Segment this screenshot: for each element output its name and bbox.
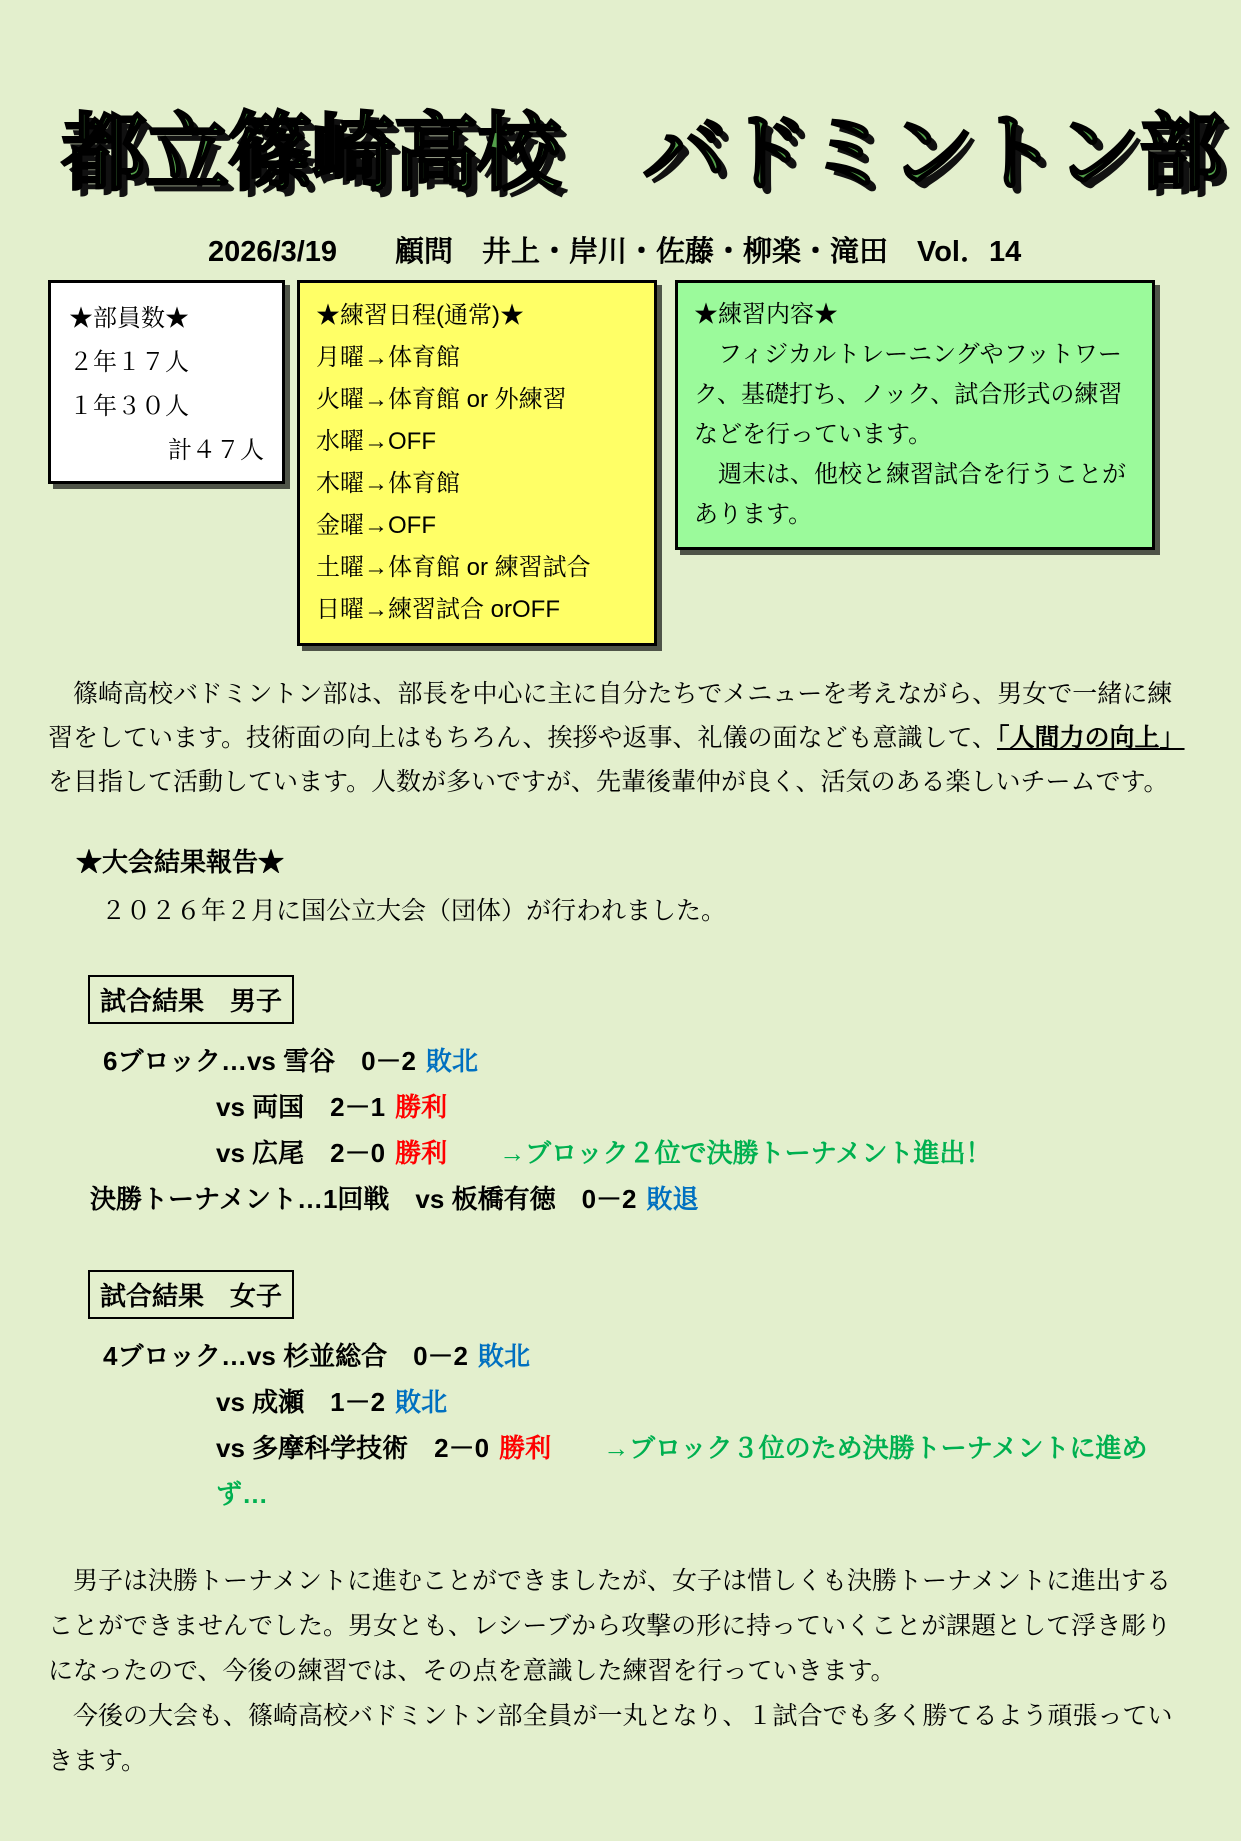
match-text: vs 成瀬 1－2 bbox=[216, 1387, 386, 1417]
match-row bbox=[216, 1084, 1193, 1130]
match-row bbox=[216, 1379, 1193, 1425]
closing-paragraph-2: 今後の大会も、篠崎高校バドミントン部全員が一丸となり、１試合でも多く勝てるよう頑張っていきます。 bbox=[48, 1702, 1173, 1775]
match-row bbox=[103, 1333, 1193, 1379]
match-text: vs 両国 2－1 bbox=[216, 1092, 386, 1122]
text-line: 日曜→練習試合 orOFF bbox=[316, 596, 560, 623]
intro-highlight: 「人間力の向上」 bbox=[997, 724, 1185, 752]
womens-match-list bbox=[48, 1333, 1193, 1517]
match-note: →ブロック２位で決勝トーナメント進出！ bbox=[499, 1138, 992, 1168]
match-text: 決勝トーナメント…1回戦 vs 板橋有徳 0－2 bbox=[90, 1184, 637, 1214]
match-text: 4ブロック…vs 杉並総合 0－2 bbox=[103, 1341, 469, 1371]
page-title: 都立篠崎高校 バドミントン部 bbox=[62, 106, 1223, 200]
match-row bbox=[216, 1130, 1193, 1176]
match-result: 敗退 bbox=[646, 1184, 699, 1214]
womens-results-label: 試合結果 女子 bbox=[88, 1270, 294, 1319]
text-line: 火曜→体育館 or 外練習 bbox=[316, 386, 567, 413]
schedule-lines bbox=[316, 337, 638, 631]
mens-results-label: 試合結果 男子 bbox=[88, 975, 294, 1024]
text-line: 土曜→体育館 or 練習試合 bbox=[316, 554, 591, 581]
text-line: 金曜→OFF bbox=[316, 512, 436, 539]
closing-paragraph-1: 男子は決勝トーナメントに進むことができましたが、女子は惜しくも決勝トーナメントに進出することができませんでした。男女とも、レシーブから攻撃の形に持っていくことが課題として浮き彫りになったので、今後の練習では、その点を意識した練習を行っていきます。 bbox=[48, 1567, 1172, 1685]
match-result: 敗北 bbox=[478, 1341, 531, 1371]
text-line: 木曜→体育館 bbox=[316, 470, 460, 497]
match-text: 6ブロック…vs 雪谷 0－2 bbox=[103, 1046, 417, 1076]
members-lines bbox=[69, 341, 264, 429]
match-result: 勝利 bbox=[395, 1138, 448, 1168]
text-line: 月曜→体育館 bbox=[316, 344, 460, 371]
intro-text-1: 篠崎高校バドミントン部は、部長を中心に主に自分たちでメニューを考えながら、男女で一緒に練習をしています。技術面の向上はもちろん、挨拶や返事、礼儀の面なども意識して、 bbox=[48, 680, 1173, 752]
text-line: １年３０人 bbox=[69, 393, 189, 420]
text-line: ２年１７人 bbox=[69, 349, 189, 376]
results-intro-line: ２０２６年２月に国公立大会（団体）が行われました。 bbox=[76, 897, 727, 925]
mens-match-list bbox=[48, 1038, 1193, 1222]
match-result: 勝利 bbox=[395, 1092, 448, 1122]
text-line: 週末は、他校と練習試合を行うことがあります。 bbox=[694, 461, 1126, 528]
club-intro-paragraph bbox=[48, 672, 1193, 804]
info-boxes-row bbox=[48, 280, 1193, 646]
match-text: vs 多摩科学技術 2－0 bbox=[216, 1433, 490, 1463]
intro-text-2: を目指して活動しています。人数が多いですが、先輩後輩仲が良く、活気のある楽しいチームです。 bbox=[48, 768, 1169, 796]
members-count-box bbox=[48, 280, 285, 484]
issue-info-line: 2026/3/19 顧問 井上・岸川・佐藤・柳楽・滝田 Vol．14 bbox=[208, 236, 1022, 268]
practice-schedule-box bbox=[297, 280, 657, 646]
text-line: フィジカルトレーニングやフットワーク、基礎打ち、ノック、試合形式の練習などを行っています。 bbox=[694, 341, 1123, 448]
schedule-heading: ★練習日程(通常)★ bbox=[316, 302, 524, 329]
practice-content-box bbox=[675, 280, 1155, 550]
match-row bbox=[216, 1425, 1193, 1517]
match-row bbox=[90, 1176, 1193, 1222]
members-total: 計４７人 bbox=[168, 437, 264, 464]
results-section-heading: ★大会結果報告★ bbox=[76, 847, 285, 877]
match-text: vs 広尾 2－0 bbox=[216, 1138, 386, 1168]
members-heading: ★部員数★ bbox=[69, 305, 189, 332]
match-result: 敗北 bbox=[395, 1387, 448, 1417]
newsletter-page bbox=[0, 86, 1241, 1784]
match-note: →ブロック３位のため決勝トーナメントに進めず… bbox=[216, 1433, 1148, 1509]
content-lines bbox=[694, 335, 1136, 535]
match-result: 敗北 bbox=[426, 1046, 479, 1076]
match-result: 勝利 bbox=[499, 1433, 552, 1463]
content-heading: ★練習内容★ bbox=[694, 301, 838, 328]
match-row bbox=[103, 1038, 1193, 1084]
text-line: 水曜→OFF bbox=[316, 428, 436, 455]
closing-section bbox=[48, 1559, 1193, 1784]
